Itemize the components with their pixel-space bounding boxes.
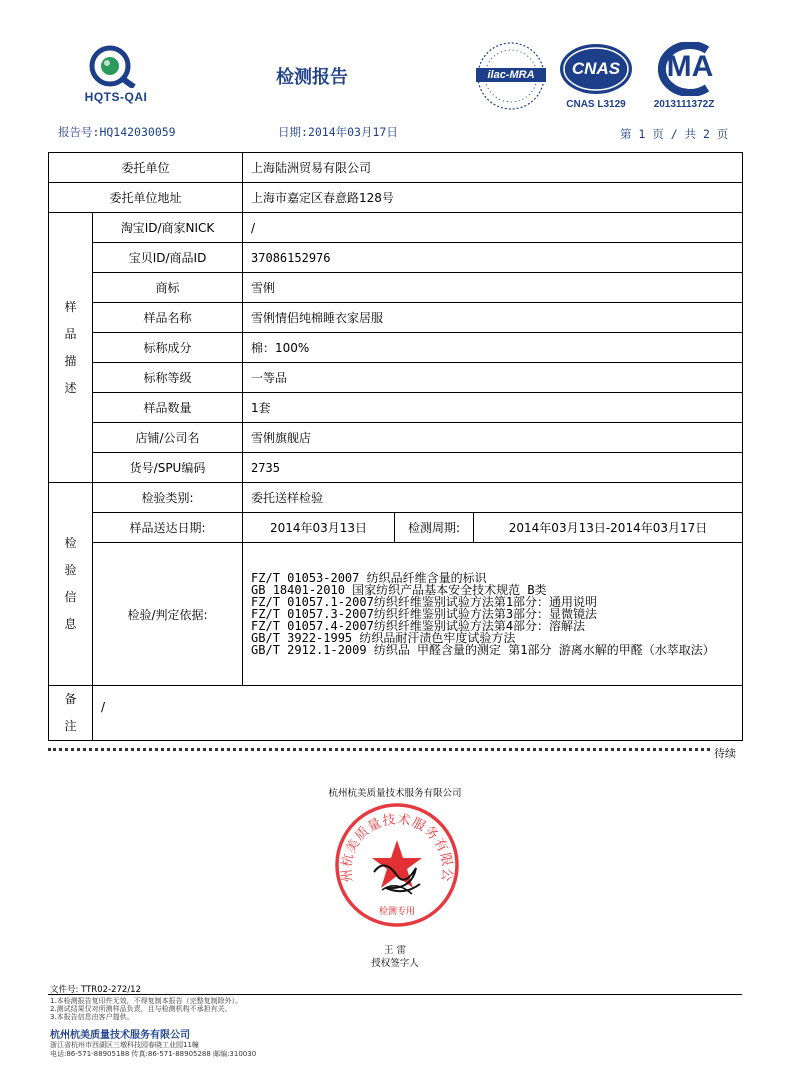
footer-address: 浙江省杭州市西湖区三墩科技园春晓工业园11幢	[50, 1041, 199, 1049]
footer-company: 杭州杭美质量技术服务有限公司	[50, 1030, 190, 1041]
remarks-value: /	[93, 686, 743, 741]
signer-name: 王 雷	[383, 945, 407, 956]
client-name-label: 委托单位	[49, 153, 243, 183]
sample-row-label: 标称成分	[93, 333, 243, 363]
signer-title: 授权签字人	[371, 958, 419, 969]
client-address-row	[49, 183, 743, 213]
sample-row-value: /	[243, 213, 743, 243]
company-seal	[332, 800, 462, 930]
seal-bottom-text: 检测专用	[378, 907, 415, 917]
sample-row-label: 商标	[93, 273, 243, 303]
table-row	[49, 303, 743, 333]
table-row	[49, 363, 743, 393]
footer-note: 1.本检测报告复印件无效，不得复制本报告（完整复制除外）。	[50, 997, 243, 1005]
cnas-code: CNAS L3129	[566, 99, 626, 110]
remarks-row	[49, 686, 743, 741]
sample-row-value: 1套	[243, 393, 743, 423]
table-row	[49, 393, 743, 423]
sample-row-value: 雪俐情侣纯棉睡衣家居服	[243, 303, 743, 333]
table-row	[49, 333, 743, 363]
hqts-logo-text: HQTS-QAI	[84, 90, 148, 104]
document-title: 检测报告	[276, 67, 348, 88]
sample-row-label: 宝贝ID/商品ID	[93, 243, 243, 273]
sample-row-label: 淘宝ID/商家NICK	[93, 213, 243, 243]
remarks-section-label: 备 注	[49, 686, 93, 741]
issuing-company: 杭州杭美质量技术服务有限公司	[328, 788, 462, 799]
table-row	[49, 273, 743, 303]
inspection-section-label: 检 验 信 息	[49, 483, 93, 686]
inspection-basis-row	[49, 543, 743, 686]
sample-row-label: 店铺/公司名	[93, 423, 243, 453]
sample-row-value: 雪俐	[243, 273, 743, 303]
sample-section-label: 样 品 描 述	[49, 213, 93, 483]
sample-row-value: 37086152976	[243, 243, 743, 273]
footer-notes	[50, 997, 242, 1021]
basis-line: FZ/T 01057.4-2007纺织纤维鉴别试验方法第4部分：溶解法	[251, 619, 586, 633]
table-row	[49, 213, 743, 243]
client-address-value: 上海市嘉定区春意路128号	[243, 183, 743, 213]
inspection-basis-value	[243, 543, 743, 686]
delivery-date-value: 2014年03月13日	[243, 513, 395, 543]
cma-logo-text: MA	[666, 50, 714, 83]
sample-row-value: 一等品	[243, 363, 743, 393]
footer-divider	[48, 994, 742, 995]
cma-code: 2013111372Z	[653, 99, 715, 110]
client-address-label: 委托单位地址	[49, 183, 243, 213]
continuation-divider	[48, 748, 710, 757]
table-row	[49, 243, 743, 273]
sample-row-label: 货号/SPU编码	[93, 453, 243, 483]
report-date-label: 日期:	[278, 125, 308, 139]
sample-row-label: 样品数量	[93, 393, 243, 423]
hqts-logo-icon	[84, 44, 144, 88]
sample-row-value: 雪俐旗舰店	[243, 423, 743, 453]
basis-line: GB/T 2912.1-2009 纺织品 甲醛含量的测定 第1部分 游离水解的甲醛（水萃取法）	[251, 643, 715, 657]
document-number: 文件号: TTR02-272/12	[50, 985, 141, 995]
ilac-mra-logo	[474, 40, 548, 112]
page-info: 第 1 页 / 共 2 页	[620, 127, 729, 141]
inspection-type-label: 检验类别:	[93, 483, 243, 513]
footer-contact: 电话:86-571-88905188 传真:86-571-88905288 邮编:310030	[50, 1050, 257, 1058]
sample-row-value: 2735	[243, 453, 743, 483]
basis-line: GB/T 3922-1995 纺织品耐汗渍色牢度试验方法	[251, 631, 516, 645]
basis-line: FZ/T 01057.3-2007纺织纤维鉴别试验方法第3部分：显微镜法	[251, 607, 598, 621]
inspection-basis-label: 检验/判定依据:	[93, 543, 243, 686]
sample-row-label: 标称等级	[93, 363, 243, 393]
client-name-row	[49, 153, 743, 183]
table-row	[49, 423, 743, 453]
report-number-label: 报告号:	[58, 125, 100, 139]
sample-row-value: 棉：100%	[243, 333, 743, 363]
basis-line: GB 18401-2010 国家纺织产品基本安全技术规范 B类	[251, 583, 547, 597]
report-number-value: HQ142030059	[99, 125, 176, 139]
report-date-value: 2014年03月17日	[307, 125, 398, 139]
continue-label: 待续	[714, 747, 736, 760]
inspection-type-value: 委托送样检验	[243, 483, 743, 513]
ilac-logo-text: ilac-MRA	[487, 69, 535, 81]
inspection-type-row	[49, 483, 743, 513]
test-period-label: 检测周期:	[395, 513, 474, 543]
basis-line: FZ/T 01053-2007 纺织品纤维含量的标识	[251, 571, 487, 585]
inspection-dates-row	[49, 513, 743, 543]
test-period-value: 2014年03月13日-2014年03月17日	[474, 513, 743, 543]
footer-note: 2.测试结果仅对所测样品负责，且与检测机构不承担有关。	[50, 1005, 232, 1013]
report-number	[58, 124, 176, 140]
delivery-date-label: 样品送达日期:	[93, 513, 243, 543]
hqts-logo	[66, 44, 166, 106]
table-row	[49, 453, 743, 483]
cnas-logo	[556, 42, 636, 114]
report-date	[278, 124, 398, 140]
basis-line: FZ/T 01057.1-2007纺织纤维鉴别试验方法第1部分：通用说明	[251, 595, 598, 609]
client-name-value: 上海陆洲贸易有限公司	[243, 153, 743, 183]
report-table	[48, 152, 743, 741]
footer-note: 3.本报告信息由客户提供。	[50, 1013, 134, 1021]
cma-logo	[640, 42, 728, 114]
cnas-logo-text: CNAS	[571, 59, 621, 78]
sample-row-label: 样品名称	[93, 303, 243, 333]
svg-text:杭州杭美质量技术服务有限公司: 州杭美质量技术服务有限公	[339, 812, 455, 883]
